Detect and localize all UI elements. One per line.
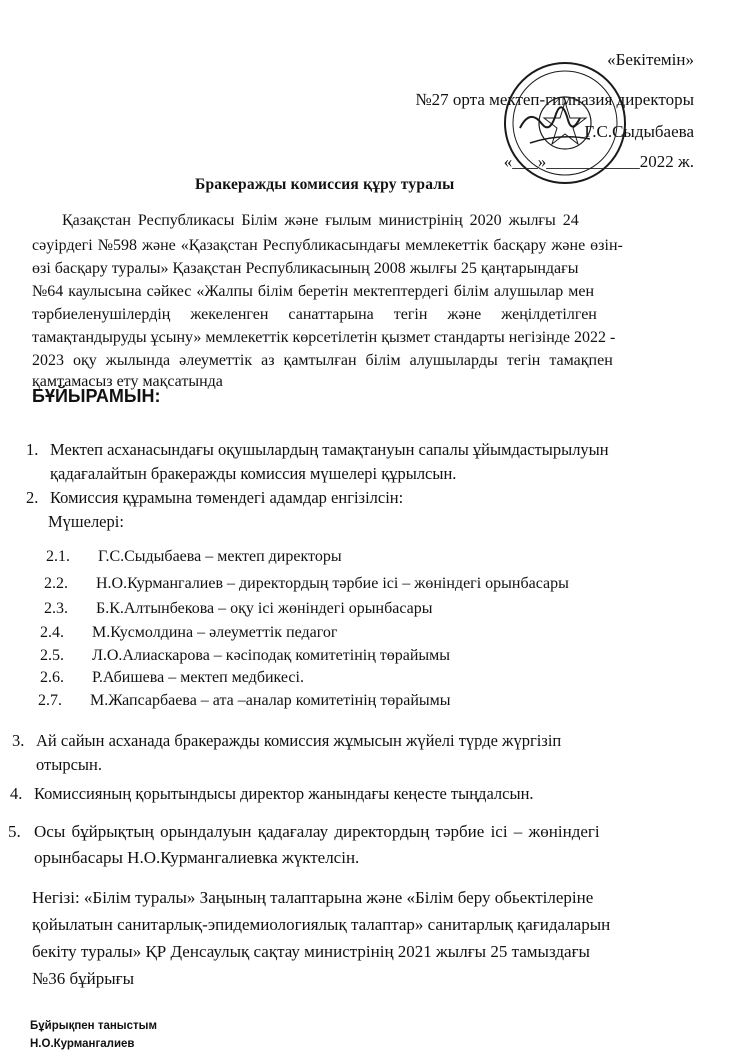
member-text: Б.К.Алтынбекова – оқу ісі жөніндегі орынбасары [96,600,433,617]
basis-line: қойылатын санитарлық-эпидемиологиялық талаптар» санитарлық қағидаларын [32,915,611,934]
item-number: 1. [26,440,39,459]
item-text: орынбасары Н.О.Курмангалиевка жүктелсін. [34,848,360,867]
intro-line: тәрбиеленушілердің жекеленген санаттарына тегін және жеңілдетілген [32,306,597,323]
member-number: 2.7. [38,692,62,709]
item-text: Комиссияның қорытындысы директор жанындағы кеңесте тыңдалсын. [34,784,534,803]
intro-line: тамақтандыруды ұсыну» мемлекеттік көрсетілетін қызмет стандарты негізінде 2022 - [32,329,616,346]
item-text: қадағалайтын бракеражды комиссия мүшелері құрылсын. [50,464,457,483]
acknowledged-label: Бұйрықпен таныстым [30,1020,157,1032]
item-text: Комиссия құрамына төмендегі адамдар енгізілсін: [50,488,404,507]
item-text: Осы бұйрықтың орындалуын қадағалау директордың тәрбие ісі – жөніндегі [34,822,600,841]
member-row [40,647,450,665]
member-row [44,575,569,593]
member-number: 2.5. [40,647,64,664]
intro-line: қамтамасыз ету мақсатында [32,373,223,390]
member-row [44,600,432,618]
item-text: Мектеп асханасындағы оқушылардың тамақтануын сапалы ұйымдастырылуын [50,440,609,459]
basis-line: бекіту туралы» ҚР Денсаулық сақтау министрінің 2021 жылғы 25 тамыздағы [32,942,590,961]
member-row [46,548,342,566]
member-number: 2.4. [40,624,64,641]
item-text: Ай сайын асханада бракеражды комиссия жұмысын жүйелі түрде жүргізіп [36,731,562,750]
acknowledged-name: Н.О.Курмангалиев [30,1038,135,1050]
intro-line: сәуірдегі №598 және «Қазақстан Республикасындағы мемлекеттік басқару және өзін- [32,237,623,254]
item-number: 4. [10,784,23,803]
member-number: 2.1. [46,548,70,565]
member-row [40,624,338,642]
basis-line: Негізі: «Білім туралы» Заңының талаптарына және «Білім беру обьектілеріне [32,888,594,907]
orders-heading: БҰЙЫРАМЫН: [32,386,161,406]
item-text: отырсын. [36,755,102,774]
member-text: Н.О.Курмангалиев – директордың тәрбие ісі – жөніндегі орынбасары [96,575,569,592]
member-number: 2.6. [40,669,64,686]
member-text: Л.О.Алиаскарова – кәсіподақ комитетінің төрайымы [92,647,451,664]
member-row [38,692,451,710]
item-number: 2. [26,488,39,507]
basis-line: №36 бұйрығы [32,969,135,988]
member-text: М.Кусмолдина – әлеуметтік педагог [92,624,338,641]
intro-line: №64 каулысына сәйкес «Жалпы білім беретін мектептердегі білім алушылар мен [32,283,595,300]
members-label: Мүшелері: [48,512,124,531]
director-name: Г.С.Сыдыбаева [584,122,694,141]
school-stamp [500,58,630,188]
intro-line: Қазақстан Республикасы Білім және ғылым министрінің 2020 жылғы 24 [62,212,579,229]
member-row [40,669,304,687]
approve-heading: «Бекітемін» [607,50,694,69]
school-line: №27 орта мектеп-гимназия директоры [415,90,694,109]
approval-date: «___»___________2022 ж. [503,152,694,171]
member-text: Г.С.Сыдыбаева – мектеп директоры [98,548,342,565]
member-text: Р.Абишева – мектеп медбикесі. [92,669,304,686]
member-number: 2.3. [44,600,68,617]
item-number: 3. [12,731,25,750]
intro-line: 2023 оқу жылында әлеуметтік аз қамтылған білім алушыларды тегін тамақпен [32,352,613,369]
document-title: Бракеражды комиссия құру туралы [195,176,455,193]
member-number: 2.2. [44,575,68,592]
item-number: 5. [8,822,21,841]
intro-line: өзі басқару туралы» Қазақстан Республикасының 2008 жылғы 25 қаңтарындағы [32,260,579,277]
member-text: М.Жапсарбаева – ата –аналар комитетінің төрайымы [90,692,451,709]
